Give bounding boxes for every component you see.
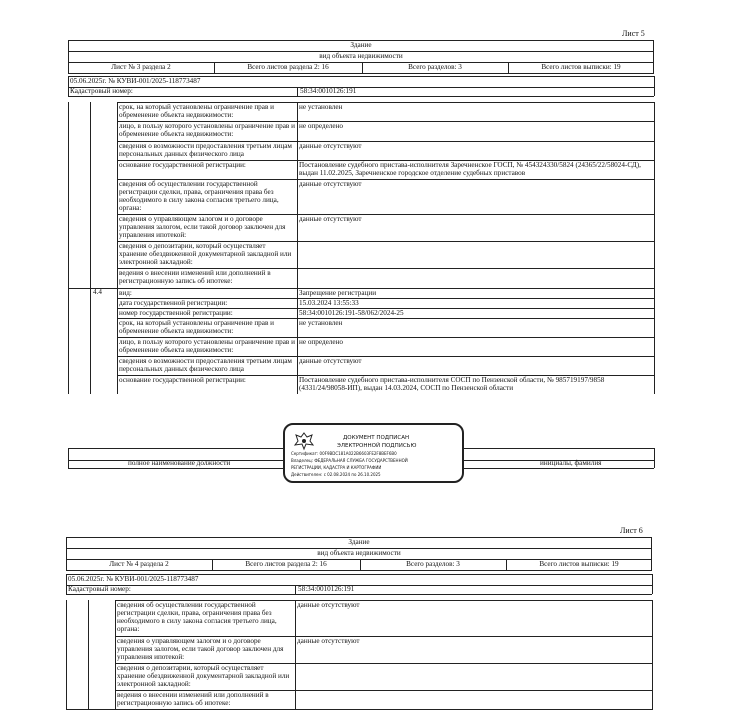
cadastral-number: 58:34:0010126:191 [298, 585, 355, 593]
sheets-total: Всего листов выписки: 19 [541, 63, 621, 71]
sheet-label: Лист № 3 раздела 2 [111, 63, 171, 71]
sheets-in-section: Всего листов раздела 2: 16 [247, 63, 329, 71]
sections-total: Всего разделов: 3 [408, 63, 462, 71]
cadastral-label: Кадастровый номер: [70, 87, 133, 95]
document-reference: 05.06.2025г. № КУВИ-001/2025-118773487 [68, 575, 199, 583]
sections-total: Всего разделов: 3 [406, 560, 460, 568]
page-number: Лист 6 [620, 526, 643, 535]
cadastral-label: Кадастровый номер: [68, 585, 131, 593]
object-type: вид объекта недвижимости [319, 52, 403, 60]
signature-position-label: полное наименование должности [128, 459, 231, 467]
sheets-in-section: Всего листов раздела 2: 16 [245, 560, 327, 568]
stamp-owner-cont: РЕГИСТРАЦИИ, КАДАСТРА И КАРТОГРАФИИ [291, 465, 382, 470]
item-number: 4.4 [93, 288, 102, 296]
object-title: Здание [348, 538, 370, 546]
sheets-total: Всего листов выписки: 19 [539, 560, 619, 568]
object-title: Здание [350, 41, 372, 49]
sheet-label: Лист № 4 раздела 2 [109, 560, 169, 568]
stamp-certificate: Сертификат: 00F9BDC181A022B6603FE2F8BEF6B0 [291, 451, 397, 456]
object-type: вид объекта недвижимости [317, 549, 401, 557]
stamp-owner: Владелец: ФЕДЕРАЛЬНАЯ СЛУЖБА ГОСУДАРСТВЕННОЙ [291, 458, 408, 463]
signature-name-label: инициалы, фамилия [540, 459, 602, 467]
page-number: Лист 5 [622, 29, 645, 38]
stamp-validity: Действителен: с 02.08.2024 по 26.10.2025 [291, 472, 381, 477]
document-reference: 05.06.2025г. № КУВИ-001/2025-118773487 [70, 77, 201, 85]
electronic-signature-stamp [283, 423, 464, 483]
coat-of-arms-icon [293, 431, 315, 451]
stamp-subtitle: ЭЛЕКТРОННОЙ ПОДПИСЬЮ [337, 443, 417, 449]
stamp-title: ДОКУМЕНТ ПОДПИСАН [343, 435, 410, 441]
cadastral-number: 58:34:0010126:191 [300, 87, 357, 95]
